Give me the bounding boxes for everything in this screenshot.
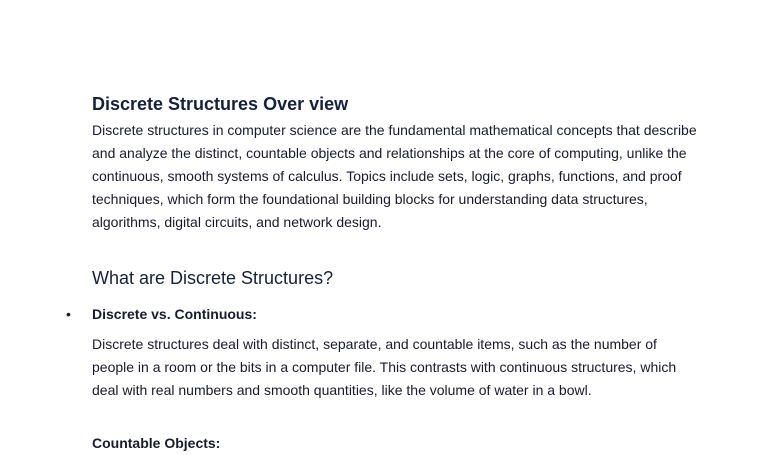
bullet-marker: • [66,306,71,322]
document-title: Discrete Structures Over view [92,94,349,114]
next-bullet-term: Countable Objects: [92,435,221,451]
intro-paragraph: Discrete structures in computer science are the fundamental mathematical concepts that describe and analyze the distinct, countable objects and relationships at the core of computing, unlike the continuous, smooth systems of calculus. Topics include sets, logic, graphs, functions, and proof techniques, which form the foundational building blocks for understanding data structures, algorithms, digital circuits, and network design. [92,122,697,230]
bullet-term: Discrete vs. Continuous: [92,306,257,322]
bullet-body: Discrete structures deal with distinct, separate, and countable items, such as the number of people in a room or the bits in a computer file. This contrasts with continuous structures, which deal with real numbers and smooth quantities, like the volume of water in a bowl. [92,336,677,398]
section-heading: What are Discrete Structures? [92,268,334,288]
